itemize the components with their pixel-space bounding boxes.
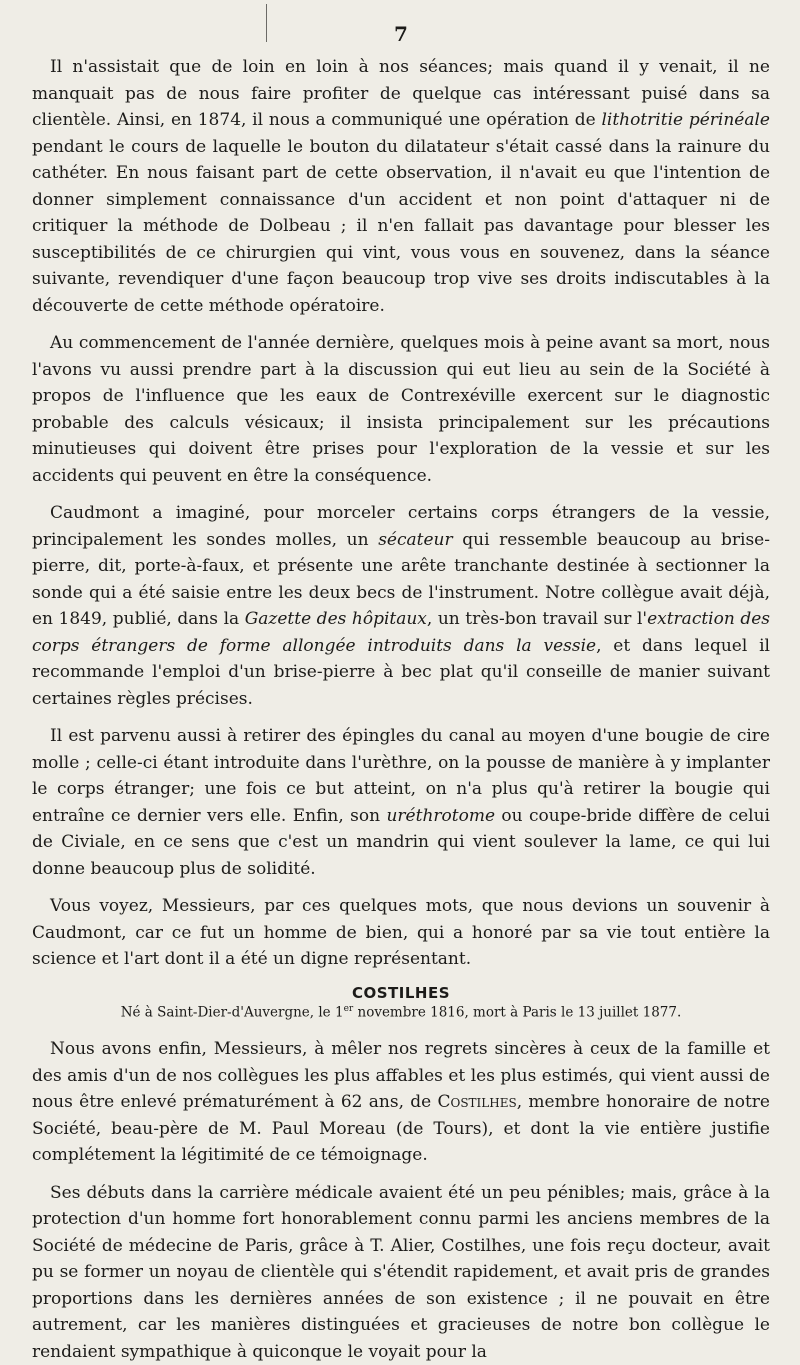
subtitle-superscript: er: [344, 1004, 354, 1014]
small-caps-name: Costilhes: [437, 1092, 516, 1112]
text-run: qui ressemble beaucoup au brise-pierre, dit, porte-à-faux, et présente une arête tranchante destinée à sectionner la sonde qui a été saisie entre les deux becs de l'instrument. Notre collègue avait déjà, en 1849, publié, dans la: [32, 530, 770, 630]
text-run: Ses débuts dans la carrière médicale avaient été un peu pénibles; mais, grâce à la protection d'un homme fort honorablement connu parmi les anciens membres de la Société de médecine de Paris, grâce à T. Alier, Costilhes, une fois reçu docteur, avait pu se former un noyau de clientèle qui s'étendit rapidement, et avait pris de grandes proportions dans les dernières années de son existence ; il ne pouvait en être autrement, car les manières distinguées et gracieuses de notre bon collègue le rendaient sympathique à quiconque le voyait pour la: [32, 1183, 770, 1362]
text-run: , membre honoraire de notre Société, beau-père de M. Paul Moreau (de Tours), et dont la vie entière justifie complétement la légitimité de ce témoignage.: [32, 1092, 770, 1165]
italic-term: lithotritie périnéale: [601, 110, 770, 130]
text-run: ou coupe-bride diffère de celui de Civiale, en ce sens que c'est un mandrin qui vient soulever la lame, ce qui lui donne beaucoup plus de solidité.: [32, 806, 770, 879]
subtitle-text: Né à Saint-Dier-d'Auvergne, le 1: [121, 1004, 344, 1020]
text-run: Il est parvenu aussi à retirer des épingles du canal au moyen d'une bougie de cire molle ; celle-ci étant introduite dans l'urèthre, on la pousse de manière à y implanter le corps étranger; une fois ce but atteint, on n'a plus qu'à retirer la bougie qui entraîne ce dernier vers elle. Enfin, son: [32, 726, 770, 826]
paragraph-secateur: [32, 500, 770, 712]
paragraph-epingles: [32, 723, 770, 882]
text-run: Nous avons enfin, Messieurs, à mêler nos regrets sincères à ceux de la famille et des amis d'un de nos collègues les plus affables et les plus estimés, qui vient aussi de nous être enlevé prématurément à 62 ans, de: [32, 1039, 770, 1112]
section-subtitle: [32, 1004, 770, 1021]
text-run: Il n'assistait que de loin en loin à nos séances; mais quand il y venait, il ne manquait pas de nous faire profiter de quelque cas intéressant puisé dans sa clientèle. Ainsi, en 1874, il nous a communiqué une opération de: [32, 57, 770, 130]
paragraph-contrexeville: [32, 330, 770, 489]
text-run: Au commencement de l'année dernière, quelques mois à peine avant sa mort, nous l'avons vu aussi prendre part à la discussion qui eut lieu au sein de la Société à propos de l'influence que les eaux de Contrexéville exercent sur le diagnostic probable des calculs vésicaux; il insista principalement sur les précautions minutieuses qui doivent être prises pour l'exploration de la vessie et sur les accidents qui peuvent en être la conséquence.: [32, 333, 770, 486]
text-run: pendant le cours de laquelle le bouton du dilatateur s'était cassé dans la rainure du cathéter. En nous faisant part de cette observation, il n'avait eu que l'intention de donner simplement connaissance d'un accident et non point d'attaquer ni de critiquer la méthode de Dolbeau ; il n'en fallait pas davantage pour blesser les susceptibilités de ce chirurgien qui vint, vous vous en souvenez, dans la séance suivante, revendiquer d'une façon beaucoup trop vive ses droits indiscutables à la découverte de cette méthode opératoire.: [32, 137, 770, 316]
paragraph-lithotritie: [32, 54, 770, 319]
text-run: , un très-bon travail sur l': [427, 609, 647, 629]
subtitle-text: novembre 1816, mort à Paris le 13 juillet 1877.: [353, 1004, 681, 1020]
text-run: , et dans lequel il recommande l'emploi d'un brise-pierre à bec plat qu'il conseille de manier suivant certaines règles précises.: [32, 636, 770, 709]
italic-term: sécateur: [378, 530, 452, 550]
margin-mark: [266, 4, 267, 42]
section-title: COSTILHES: [32, 984, 770, 1002]
italic-title: extraction des corps étrangers de forme allongée introduits dans la vessie: [32, 609, 770, 656]
paragraph-costilhes-intro: [32, 1036, 770, 1169]
text-run: Vous voyez, Messieurs, par ces quelques mots, que nous devions un souvenir à Caudmont, car ce fut un homme de bien, qui a honoré par sa vie tout entière la science et l'art dont il a été un digne représentant.: [32, 896, 770, 969]
italic-term: uréthrotome: [386, 806, 495, 826]
italic-title: Gazette des hôpitaux: [245, 609, 427, 629]
text-run: Caudmont a imaginé, pour morceler certains corps étrangers de la vessie, principalement les sondes molles, un: [32, 503, 770, 550]
paragraph-souvenir: [32, 893, 770, 973]
paragraph-costilhes-debuts: [32, 1180, 770, 1365]
page-number: 7: [32, 14, 770, 54]
